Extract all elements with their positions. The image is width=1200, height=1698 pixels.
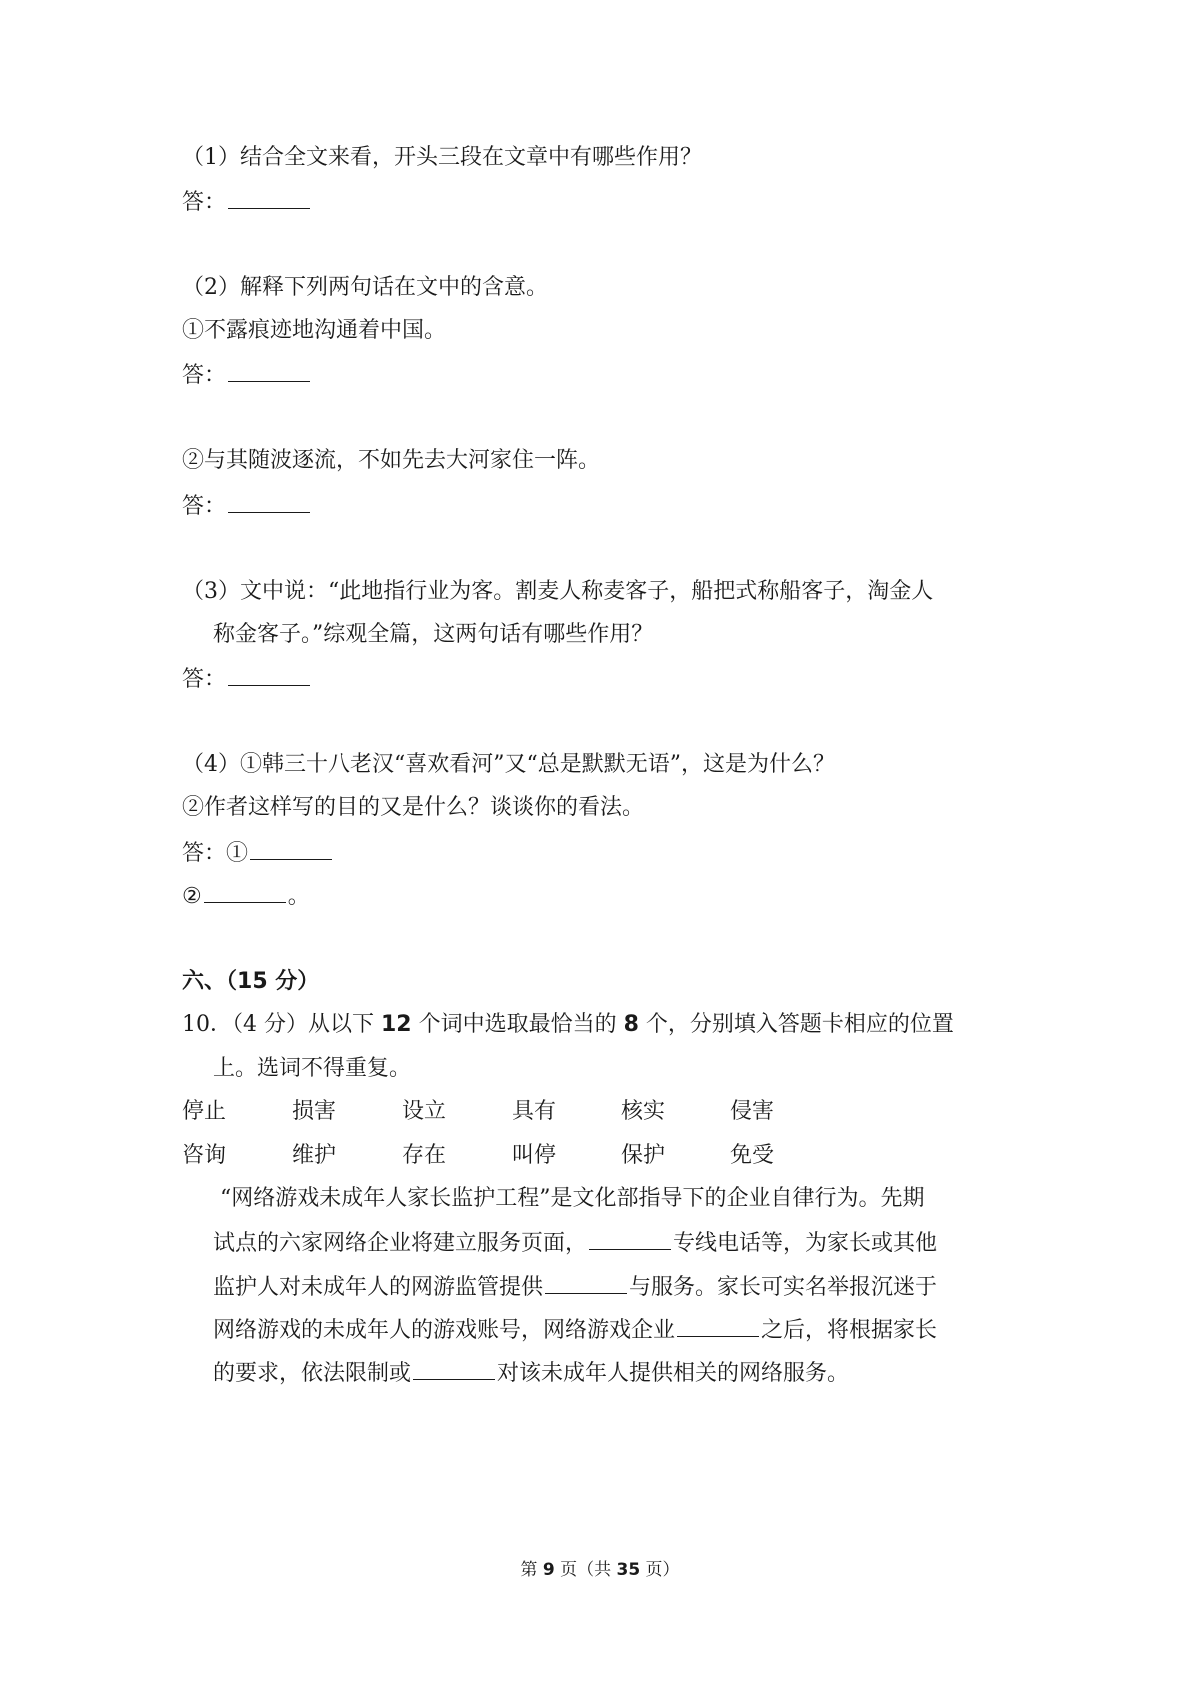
page-number: 9 [542,1560,555,1580]
word-option: 维护 [292,1143,337,1168]
answer-label: 答： [182,363,227,388]
word-option: 咨询 [182,1143,227,1168]
word-option: 设立 [402,1099,447,1124]
passage-line-4: 网络游戏的未成年人的游戏账号，网络游戏企业 之后，将根据家长 [213,1314,937,1346]
question-2-item-1: ①不露痕迹地沟通着中国。 [182,318,447,343]
question-2-item-2: ②与其随波逐流，不如先去大河家住一阵。 [182,448,601,473]
answer-2-1 [182,359,312,391]
question-4-line-1: （4）①韩三十八老汉“喜欢看河”又“总是默默无语”，这是为什么？ [182,752,835,777]
fill-blank [677,1314,759,1337]
page-footer: 第 9 页（共 35 页） [520,1560,680,1580]
answer-blank [250,837,332,860]
word-option: 核实 [621,1099,666,1124]
question-4-line-2: ②作者这样写的目的又是什么？谈谈你的看法。 [182,795,645,820]
answer-blank [228,490,310,513]
answer-blank [204,880,286,903]
passage-line-5: 的要求，依法限制或 对该未成年人提供相关的网络服务。 [213,1357,849,1389]
section-score: 15 [237,969,268,994]
question-number: 10． [182,1012,232,1037]
page-total: 35 [616,1560,641,1580]
fill-blank [413,1357,495,1380]
answer-end-mark: 。 [287,884,310,909]
word-option: 停止 [182,1099,227,1124]
question-2: （2）解释下列两句话在文中的含意。 [182,275,548,300]
answer-label: 答：① [182,841,249,866]
question-10-line-1: 10．（4 分）从以下 12 个词中选取最恰当的 8 个，分别填入答题卡相应的位置 [182,1012,954,1037]
word-option: 侵害 [730,1099,775,1124]
question-3-line-1: （3）文中说：“此地指行业为客。割麦人称麦客子，船把式称船客子，淘金人 [182,579,934,604]
word-option: 具有 [512,1099,557,1124]
answer-label: 答： [182,494,227,519]
answer-4-1 [182,837,334,869]
question-3-line-2: 称金客子。”综观全篇，这两句话有哪些作用？ [213,622,654,647]
answer-1 [182,186,312,218]
answer-blank [228,663,310,686]
fill-blank [589,1227,671,1250]
word-option: 免受 [730,1143,775,1168]
passage-line-2: 试点的六家网络企业将建立服务页面， 专线电话等，为家长或其他 [213,1227,937,1259]
answer-blank [228,186,310,209]
answer-label: 答： [182,190,227,215]
passage-line-1: “网络游戏未成年人家长监护工程”是文化部指导下的企业自律行为。先期 [220,1186,925,1211]
answer-2-2 [182,490,312,522]
section-heading: 六、（15 分） [182,969,320,994]
word-option: 损害 [292,1099,337,1124]
fill-blank [545,1271,627,1294]
question-10-line-2: 上。选词不得重复。 [213,1056,412,1081]
answer-label: ② [182,884,202,909]
word-option: 叫停 [512,1143,557,1168]
answer-label: 答： [182,667,227,692]
word-option: 存在 [402,1143,447,1168]
answer-3 [182,663,312,695]
passage-line-3: 监护人对未成年人的网游监管提供 与服务。家长可实名举报沉迷于 [213,1271,937,1303]
word-option: 保护 [621,1143,666,1168]
question-1: （1）结合全文来看，开头三段在文章中有哪些作用？ [182,145,702,170]
answer-4-2 [182,880,310,912]
answer-blank [228,359,310,382]
